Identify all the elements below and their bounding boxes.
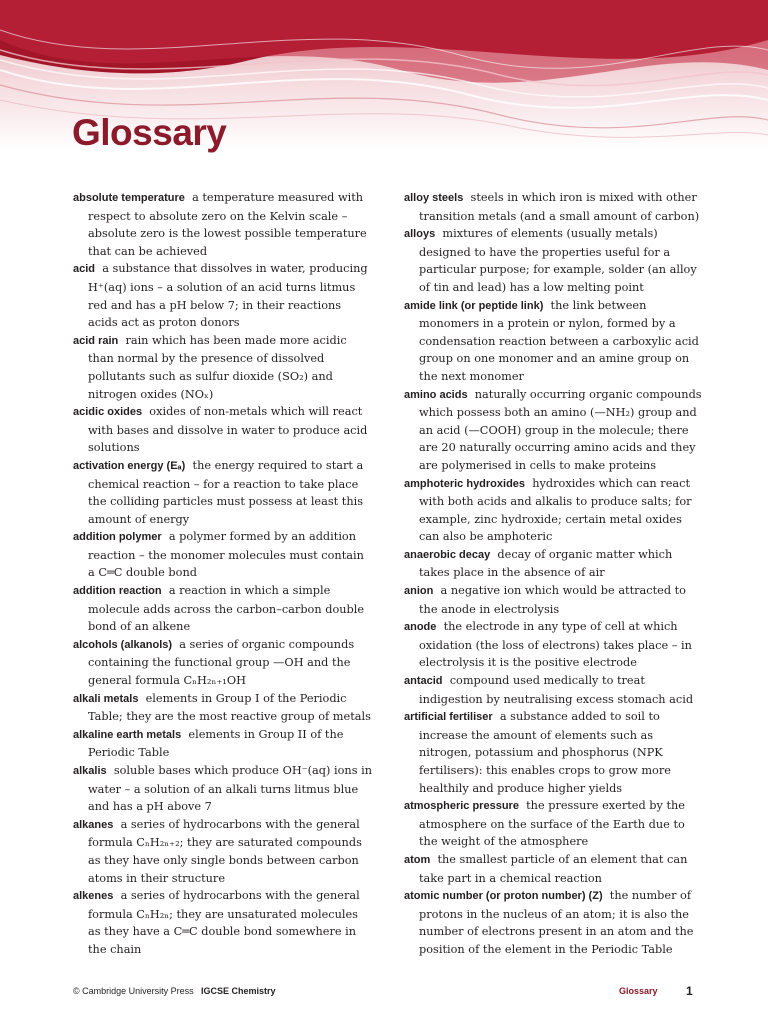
glossary-entry [404, 386, 704, 475]
page-number: 1 [686, 984, 693, 998]
glossary-definition: a series of hydrocarbons with the general formula CₙH₂ₙ₊₂; they are saturated compounds as they have only single bonds between carbon atoms in their structure [88, 817, 362, 885]
glossary-definition: soluble bases which produce OH⁻(aq) ions in water – a solution of an alkali turns litmus blue and has a pH above 7 [88, 764, 372, 814]
glossary-term: alkanes [73, 818, 114, 831]
glossary-term: acid rain [73, 334, 119, 347]
glossary-definition: steels in which iron is mixed with other transition metals (and a small amount of carbon) [419, 191, 700, 223]
glossary-definition: a temperature measured with respect to absolute zero on the Kelvin scale – absolute zero is the lowest possible temperature that can be achieved [88, 191, 367, 258]
footer-section-name: Glossary [619, 986, 658, 996]
glossary-definition: hydroxides which can react with both acids and alkalis to produce salts; for example, zinc hydroxide; certain metal oxides can also be amphoteric [419, 476, 692, 544]
glossary-definition: rain which has been made more acidic than normal by the presence of dissolved pollutants such as sulfur dioxide (SO₂) and nitrogen oxides (NOₓ) [88, 333, 347, 401]
glossary-term: artificial fertiliser [404, 711, 493, 724]
glossary-entry [404, 887, 704, 958]
glossary-entry [404, 582, 704, 618]
glossary-term: alloy steels [404, 192, 464, 204]
glossary-term: alkenes [73, 890, 114, 903]
glossary-definition: elements in Group II of the Periodic Table [88, 727, 344, 760]
glossary-definition: a polymer formed by an addition reaction – the monomer molecules must contain a C═C double bond [88, 530, 364, 580]
glossary-entry [73, 189, 373, 260]
glossary-term: alcohols (alkanols) [73, 638, 173, 651]
glossary-term: amino acids [404, 388, 468, 401]
glossary-entry [73, 690, 373, 726]
glossary-term: amide link (or peptide link) [404, 299, 544, 312]
footer-book-title: IGCSE Chemistry [201, 986, 276, 996]
glossary-entry [73, 457, 373, 528]
glossary-entry [404, 797, 704, 851]
glossary-definition: a substance that dissolves in water, producing H⁺(aq) ions – a solution of an acid turns litmus red and has a pH below 7; in their reactions acids act as proton donors [88, 262, 368, 330]
glossary-entry [404, 475, 704, 546]
page-footer [0, 986, 768, 1000]
glossary-term: activation energy (Eₐ) [73, 459, 186, 472]
glossary-term: alkalis [73, 765, 107, 777]
glossary-column-left [73, 189, 373, 959]
glossary-definition: the pressure exerted by the atmosphere on the surface of the Earth due to the weight of the atmosphere [419, 799, 685, 849]
glossary-definition: elements in Group I of the Periodic Table; they are the most reactive group of metals [88, 691, 371, 724]
glossary-term: alkaline earth metals [73, 728, 182, 741]
glossary-term: anode [404, 621, 437, 634]
glossary-entry [404, 297, 704, 386]
glossary-entry [73, 726, 373, 762]
glossary-entry [73, 887, 373, 958]
glossary-entry [73, 332, 373, 403]
glossary-definition: mixtures of elements (usually metals) designed to have the properties useful for a particular purpose; for example, solder (an alloy of tin and lead) has a low melting point [419, 227, 697, 294]
glossary-term: addition reaction [73, 585, 162, 598]
glossary-entry [404, 851, 704, 887]
glossary-term: alkali metals [73, 692, 139, 705]
glossary-entry [73, 403, 373, 457]
glossary-term: absolute temperature [73, 192, 185, 204]
glossary-definition: the number of protons in the nucleus of an atom; it is also the number of electrons present in an atom and the position of the element in the Periodic Table [419, 889, 694, 956]
glossary-definition: oxides of non-metals which will react with bases and dissolve in water to produce acid solutions [88, 405, 368, 455]
glossary-definition: the energy required to start a chemical reaction – for a reaction to take place the colliding particles must possess at least this amount of energy [88, 458, 364, 526]
glossary-entry [73, 528, 373, 582]
glossary-definition: a negative ion which would be attracted to the anode in electrolysis [419, 584, 686, 616]
glossary-term: acid [73, 263, 96, 276]
glossary-entry [73, 762, 373, 816]
glossary-entry [404, 618, 704, 672]
glossary-term: atom [404, 853, 431, 866]
glossary-term: amphoteric hydroxides [404, 477, 526, 490]
glossary-term: addition polymer [73, 531, 162, 544]
glossary-entry [404, 225, 704, 296]
glossary-entry [73, 582, 373, 636]
glossary-definition: a reaction in which a simple molecule adds across the carbon–carbon double bond of an alkene [88, 584, 365, 634]
glossary-term: anaerobic decay [404, 548, 491, 561]
glossary-definition: compound used medically to treat indigestion by neutralising excess stomach acid [419, 674, 694, 706]
glossary-definition: the smallest particle of an element that can take part in a chemical reaction [419, 852, 688, 885]
glossary-definition: decay of organic matter which takes place in the absence of air [419, 547, 673, 580]
glossary-entry [73, 636, 373, 690]
glossary-entry [404, 189, 704, 225]
glossary-definition: naturally occurring organic compounds which possess both an amino (—NH₂) group and an acid (—COOH) group in the molecule; there are 20 naturally occurring amino acids and they are polymerised in cells to make proteins [419, 387, 702, 472]
glossary-term: atmospheric pressure [404, 800, 519, 813]
glossary-entry [73, 260, 373, 331]
glossary-term: alloys [404, 228, 436, 241]
glossary-entry [404, 672, 704, 708]
glossary-definition: the electrode in any type of cell at which oxidation (the loss of electrons) takes place – in electrolysis it is the positive electrode [419, 620, 692, 670]
glossary-term: atomic number (or proton number) (Z) [404, 890, 603, 903]
glossary-entry [73, 816, 373, 887]
glossary-entry [404, 546, 704, 582]
glossary-definition: a series of organic compounds containing the functional group —OH and the general formula CₙH₂ₙ₊₁OH [88, 637, 355, 688]
glossary-term: acidic oxides [73, 406, 143, 419]
glossary-term: anion [404, 585, 434, 598]
footer-copyright: © Cambridge University Press [73, 986, 194, 996]
page-title: Glossary [72, 112, 227, 153]
glossary-term: antacid [404, 675, 443, 688]
glossary-definition: a series of hydrocarbons with the general formula CₙH₂ₙ; they are unsaturated molecules as they have a C═C double bond somewhere in the chain [88, 889, 360, 956]
glossary-column-right [404, 189, 704, 959]
glossary-definition: the link between monomers in a protein or nylon, formed by a condensation reaction between a carboxylic acid group on one monomer and an amine group on the next monomer [419, 298, 699, 383]
glossary-definition: a substance added to soil to increase the amount of elements such as nitrogen, potassium and phosphorus (NPK fertilisers): this enables crops to grow more healthily and produce higher yields [419, 710, 671, 795]
glossary-entry [404, 708, 704, 797]
